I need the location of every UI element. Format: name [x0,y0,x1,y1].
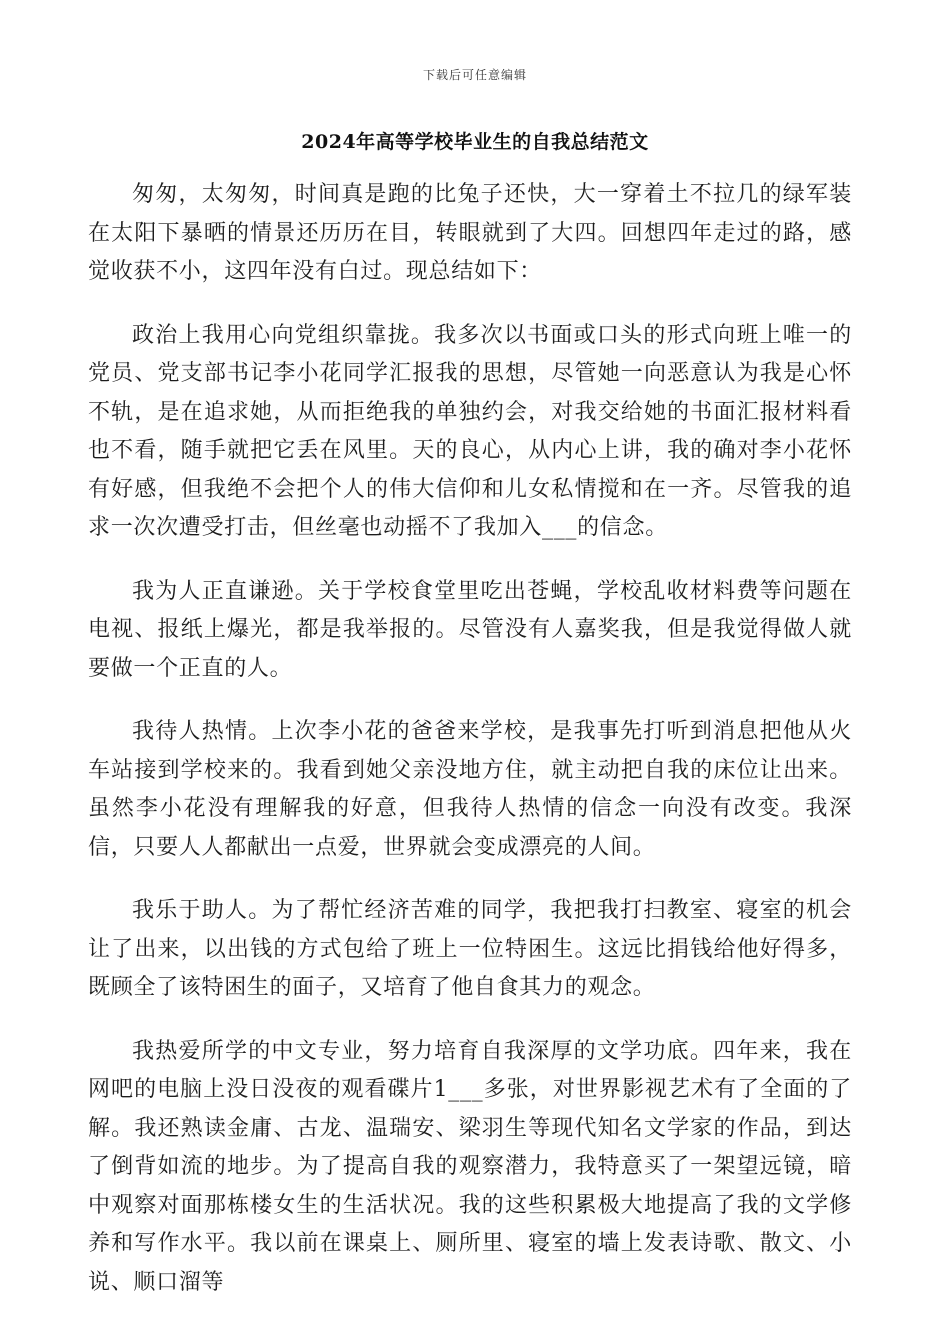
paragraph-helpfulness: 我乐于助人。为了帮忙经济苦难的同学，我把我打扫教室、寝室的机会让了出来，以出钱的方式包给了班上一位特困生。这远比捐钱给他好得多，既顾全了该特困生的面子，又培育了他自食其力的观念。 [88,898,852,1000]
paragraph-intro: 匆匆，太匆匆，时间真是跑的比兔子还快，大一穿着土不拉几的绿军装在太阳下暴晒的情景还历历在目，转眼就到了大四。回想四年走过的路，感觉收获不小，这四年没有白过。现总结如下： [88,182,852,284]
paragraph-study: 我热爱所学的中文专业，努力培育自我深厚的文学功底。四年来，我在网吧的电脑上没日没夜的观看碟片1___多张，对世界影视艺术有了全面的了解。我还熟读金庸、古龙、温瑞安、梁羽生等现代知名文学家的作品，到达了倒背如流的地步。为了提高自我的观察潜力，我特意买了一架望远镜，暗中观察对面那栋楼女生的生活状况。我的这些积累极大地提高了我的文学修养和写作水平。我以前在课桌上、厕所里、寝室的墙上发表诗歌、散文、小说、顺口溜等 [88,1038,852,1295]
paragraph-integrity: 我为人正直谦逊。关于学校食堂里吃出苍蝇，学校乱收材料费等问题在电视、报纸上爆光，都是我举报的。尽管没有人嘉奖我，但是我觉得做人就要做一个正直的人。 [88,578,852,681]
header-note: 下载后可任意编辑 [422,68,527,82]
paragraph-politics: 政治上我用心向党组织靠拢。我多次以书面或口头的形式向班上唯一的党员、党支部书记李小花同学汇报我的思想，尽管她一向恶意认为我是心怀不轨，是在追求她，从而拒绝我的单独约会，对我交给她的书面汇报材料看也不看，随手就把它丢在风里。天的良心，从内心上讲，我的确对李小花怀有好感，但我绝不会把个人的伟大信仰和儿女私情搅和在一齐。尽管我的追求一次次遭受打击，但丝毫也动摇不了我加入___的信念。 [88,322,852,540]
paragraph-hospitality: 我待人热情。上次李小花的爸爸来学校，是我事先打听到消息把他从火车站接到学校来的。我看到她父亲没地方住，就主动把自我的床位让出来。虽然李小花没有理解我的好意，但我待人热情的信念一向没有改变。我深信，只要人人都献出一点爱，世界就会变成漂亮的人间。 [88,719,852,860]
document-title: 2024年高等学校毕业生的自我总结范文 [301,131,649,153]
document-body [88,176,852,1327]
